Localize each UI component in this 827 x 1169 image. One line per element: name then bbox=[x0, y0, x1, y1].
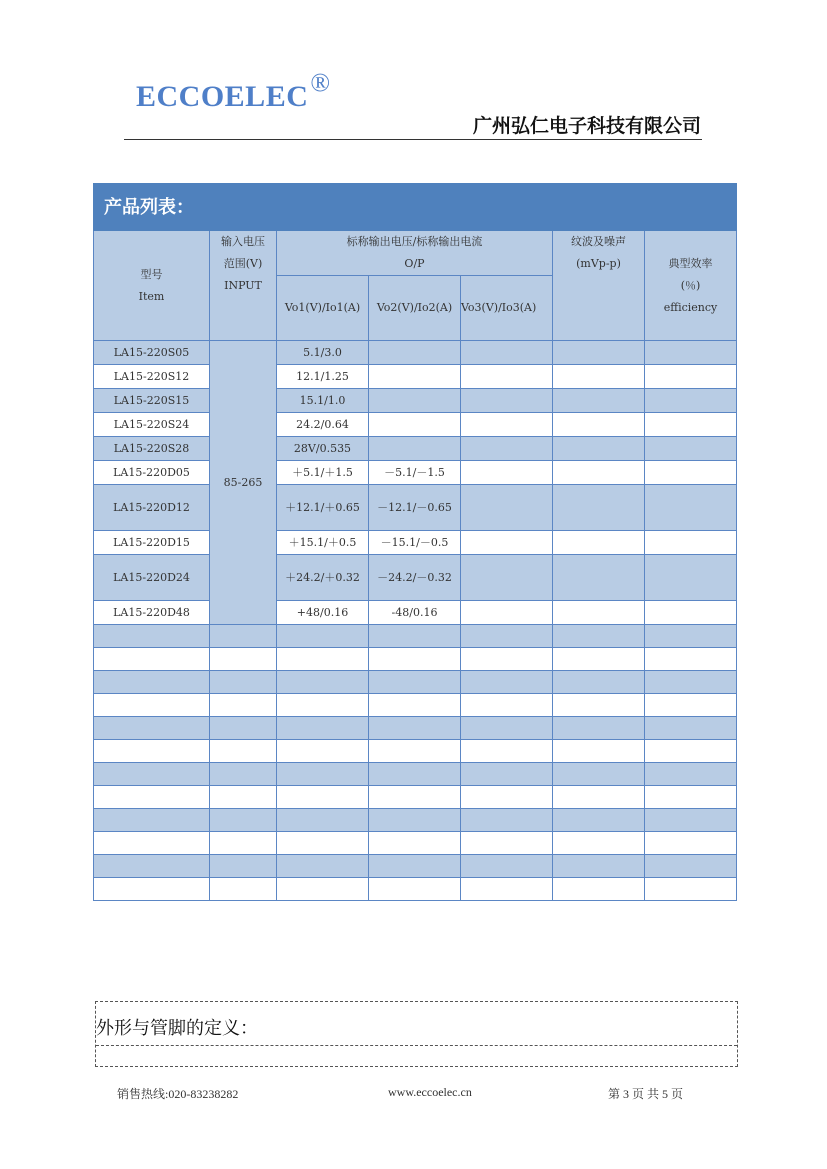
vo2-cell: －5.1/－1.5 bbox=[369, 461, 461, 485]
table-row bbox=[94, 437, 737, 461]
ripple-cell bbox=[553, 365, 645, 389]
efficiency-cell bbox=[645, 413, 737, 437]
model-cell: LA15-220S28 bbox=[94, 437, 210, 461]
vo3-cell bbox=[461, 365, 553, 389]
empty-cell bbox=[210, 671, 277, 694]
empty-cell bbox=[369, 786, 461, 809]
empty-row bbox=[94, 648, 737, 671]
outline-section bbox=[95, 1001, 738, 1067]
empty-cell bbox=[210, 878, 277, 901]
empty-cell bbox=[210, 694, 277, 717]
empty-cell bbox=[94, 625, 210, 648]
vo2-cell bbox=[369, 437, 461, 461]
vo2-cell bbox=[369, 341, 461, 365]
empty-cell bbox=[210, 832, 277, 855]
empty-cell bbox=[645, 648, 737, 671]
vo2-cell: －12.1/－0.65 bbox=[369, 485, 461, 531]
empty-cell bbox=[94, 671, 210, 694]
empty-cell bbox=[645, 809, 737, 832]
empty-cell bbox=[94, 878, 210, 901]
empty-row bbox=[94, 786, 737, 809]
model-cell: LA15-220S12 bbox=[94, 365, 210, 389]
header-vo2: Vo2(V)/Io2(A) bbox=[369, 276, 461, 341]
vo1-cell: 24.2/0.64 bbox=[277, 413, 369, 437]
empty-cell bbox=[94, 694, 210, 717]
empty-cell bbox=[94, 740, 210, 763]
empty-cell bbox=[94, 648, 210, 671]
empty-cell bbox=[94, 832, 210, 855]
empty-cell bbox=[369, 625, 461, 648]
header-input: 输入电压 范围(V) INPUT bbox=[210, 231, 277, 341]
empty-cell bbox=[553, 740, 645, 763]
empty-cell bbox=[369, 648, 461, 671]
vo1-cell: 28V/0.535 bbox=[277, 437, 369, 461]
header-vo1: Vo1(V)/Io1(A) bbox=[277, 276, 369, 341]
empty-cell bbox=[553, 809, 645, 832]
empty-row bbox=[94, 694, 737, 717]
empty-cell bbox=[461, 878, 553, 901]
empty-cell bbox=[369, 694, 461, 717]
vo3-cell bbox=[461, 461, 553, 485]
model-cell: LA15-220S05 bbox=[94, 341, 210, 365]
empty-cell bbox=[553, 786, 645, 809]
empty-cell bbox=[210, 717, 277, 740]
empty-cell bbox=[553, 625, 645, 648]
header-model: 型号 Item bbox=[94, 231, 210, 341]
table-row bbox=[94, 413, 737, 437]
empty-cell bbox=[645, 625, 737, 648]
empty-cell bbox=[461, 694, 553, 717]
empty-cell bbox=[94, 717, 210, 740]
table-row bbox=[94, 365, 737, 389]
empty-cell bbox=[210, 740, 277, 763]
vo3-cell bbox=[461, 437, 553, 461]
vo2-cell bbox=[369, 389, 461, 413]
table-row bbox=[94, 555, 737, 601]
table-row bbox=[94, 461, 737, 485]
vo3-cell bbox=[461, 601, 553, 625]
empty-cell bbox=[553, 671, 645, 694]
empty-row bbox=[94, 763, 737, 786]
empty-cell bbox=[461, 855, 553, 878]
empty-cell bbox=[277, 648, 369, 671]
empty-cell bbox=[210, 809, 277, 832]
footer-website: www.eccoelec.cn bbox=[388, 1085, 472, 1099]
empty-cell bbox=[210, 855, 277, 878]
empty-cell bbox=[369, 763, 461, 786]
vo3-cell bbox=[461, 485, 553, 531]
model-cell: LA15-220D15 bbox=[94, 531, 210, 555]
model-cell: LA15-220S24 bbox=[94, 413, 210, 437]
empty-cell bbox=[645, 740, 737, 763]
empty-cell bbox=[94, 855, 210, 878]
empty-cell bbox=[277, 694, 369, 717]
table-row bbox=[94, 485, 737, 531]
empty-cell bbox=[645, 786, 737, 809]
vo2-cell: －24.2/－0.32 bbox=[369, 555, 461, 601]
empty-cell bbox=[645, 671, 737, 694]
vo3-cell bbox=[461, 555, 553, 601]
empty-cell bbox=[553, 832, 645, 855]
company-name: 广州弘仁电子科技有限公司 bbox=[472, 115, 701, 137]
empty-cell bbox=[277, 671, 369, 694]
empty-row bbox=[94, 855, 737, 878]
vo3-cell bbox=[461, 413, 553, 437]
empty-cell bbox=[553, 763, 645, 786]
efficiency-cell bbox=[645, 341, 737, 365]
empty-cell bbox=[645, 694, 737, 717]
header-ripple: 纹波及噪声 (mVp-p) bbox=[553, 231, 645, 341]
empty-row bbox=[94, 740, 737, 763]
empty-cell bbox=[461, 648, 553, 671]
empty-cell bbox=[461, 717, 553, 740]
empty-cell bbox=[461, 786, 553, 809]
empty-cell bbox=[369, 717, 461, 740]
ripple-cell bbox=[553, 341, 645, 365]
empty-cell bbox=[210, 763, 277, 786]
empty-cell bbox=[645, 878, 737, 901]
empty-row bbox=[94, 878, 737, 901]
company-logo bbox=[136, 68, 331, 114]
ripple-cell bbox=[553, 437, 645, 461]
product-table bbox=[93, 183, 737, 901]
header-efficiency: 典型效率 (％) efficiency bbox=[645, 231, 737, 341]
efficiency-cell bbox=[645, 601, 737, 625]
empty-row bbox=[94, 832, 737, 855]
vo1-cell: 12.1/1.25 bbox=[277, 365, 369, 389]
empty-row bbox=[94, 809, 737, 832]
empty-cell bbox=[94, 786, 210, 809]
vo2-cell: -48/0.16 bbox=[369, 601, 461, 625]
efficiency-cell bbox=[645, 555, 737, 601]
empty-row bbox=[94, 671, 737, 694]
vo1-cell: ＋15.1/＋0.5 bbox=[277, 531, 369, 555]
outline-divider bbox=[96, 1045, 737, 1046]
vo1-cell: 5.1/3.0 bbox=[277, 341, 369, 365]
empty-cell bbox=[553, 855, 645, 878]
empty-cell bbox=[94, 763, 210, 786]
empty-cell bbox=[553, 878, 645, 901]
empty-cell bbox=[461, 809, 553, 832]
empty-cell bbox=[645, 832, 737, 855]
empty-cell bbox=[277, 878, 369, 901]
header-vo3: Vo3(V)/Io3(A) bbox=[461, 276, 553, 341]
outline-title: 外形与管脚的定义： bbox=[96, 1018, 258, 1039]
empty-cell bbox=[369, 671, 461, 694]
vo1-cell: ＋12.1/＋0.65 bbox=[277, 485, 369, 531]
header-output: 标称输出电压/标称输出电流 O/P bbox=[277, 231, 553, 276]
empty-cell bbox=[277, 625, 369, 648]
empty-cell bbox=[461, 832, 553, 855]
empty-cell bbox=[645, 763, 737, 786]
empty-cell bbox=[369, 740, 461, 763]
vo2-cell: －15.1/－0.5 bbox=[369, 531, 461, 555]
efficiency-cell bbox=[645, 531, 737, 555]
empty-cell bbox=[210, 625, 277, 648]
model-cell: LA15-220D12 bbox=[94, 485, 210, 531]
efficiency-cell bbox=[645, 461, 737, 485]
vo1-cell: ＋24.2/＋0.32 bbox=[277, 555, 369, 601]
empty-cell bbox=[369, 878, 461, 901]
efficiency-cell bbox=[645, 437, 737, 461]
empty-cell bbox=[461, 671, 553, 694]
model-cell: LA15-220S15 bbox=[94, 389, 210, 413]
empty-cell bbox=[277, 855, 369, 878]
vo2-cell bbox=[369, 365, 461, 389]
input-range-cell: 85-265 bbox=[210, 341, 277, 625]
empty-cell bbox=[277, 809, 369, 832]
empty-cell bbox=[553, 717, 645, 740]
table-row bbox=[94, 531, 737, 555]
table-row bbox=[94, 341, 737, 365]
ripple-cell bbox=[553, 413, 645, 437]
footer-hotline: 销售热线:020-83238282 bbox=[117, 1087, 239, 1101]
efficiency-cell bbox=[645, 389, 737, 413]
empty-cell bbox=[461, 740, 553, 763]
vo1-cell: ＋5.1/＋1.5 bbox=[277, 461, 369, 485]
ripple-cell bbox=[553, 531, 645, 555]
empty-cell bbox=[277, 832, 369, 855]
model-cell: LA15-220D05 bbox=[94, 461, 210, 485]
registered-mark: ® bbox=[310, 68, 331, 97]
empty-row bbox=[94, 625, 737, 648]
efficiency-cell bbox=[645, 485, 737, 531]
model-cell: LA15-220D24 bbox=[94, 555, 210, 601]
empty-cell bbox=[277, 740, 369, 763]
empty-cell bbox=[553, 694, 645, 717]
empty-cell bbox=[645, 717, 737, 740]
ripple-cell bbox=[553, 389, 645, 413]
empty-cell bbox=[369, 855, 461, 878]
ripple-cell bbox=[553, 555, 645, 601]
vo1-cell: +48/0.16 bbox=[277, 601, 369, 625]
vo2-cell bbox=[369, 413, 461, 437]
footer-page-number: 第 3 页 共 5 页 bbox=[608, 1087, 684, 1101]
empty-cell bbox=[277, 786, 369, 809]
header-divider bbox=[124, 139, 702, 140]
table-title: 产品列表： bbox=[94, 184, 737, 231]
empty-cell bbox=[553, 648, 645, 671]
empty-cell bbox=[277, 717, 369, 740]
empty-cell bbox=[277, 763, 369, 786]
empty-cell bbox=[210, 786, 277, 809]
empty-cell bbox=[369, 809, 461, 832]
empty-cell bbox=[210, 648, 277, 671]
empty-cell bbox=[94, 809, 210, 832]
empty-cell bbox=[461, 625, 553, 648]
logo-text: ECCOELEC bbox=[136, 80, 309, 113]
empty-cell bbox=[645, 855, 737, 878]
vo3-cell bbox=[461, 341, 553, 365]
vo3-cell bbox=[461, 531, 553, 555]
empty-row bbox=[94, 717, 737, 740]
efficiency-cell bbox=[645, 365, 737, 389]
vo1-cell: 15.1/1.0 bbox=[277, 389, 369, 413]
ripple-cell bbox=[553, 485, 645, 531]
table-row bbox=[94, 601, 737, 625]
table-row bbox=[94, 389, 737, 413]
ripple-cell bbox=[553, 461, 645, 485]
model-cell: LA15-220D48 bbox=[94, 601, 210, 625]
empty-cell bbox=[369, 832, 461, 855]
ripple-cell bbox=[553, 601, 645, 625]
empty-cell bbox=[461, 763, 553, 786]
vo3-cell bbox=[461, 389, 553, 413]
